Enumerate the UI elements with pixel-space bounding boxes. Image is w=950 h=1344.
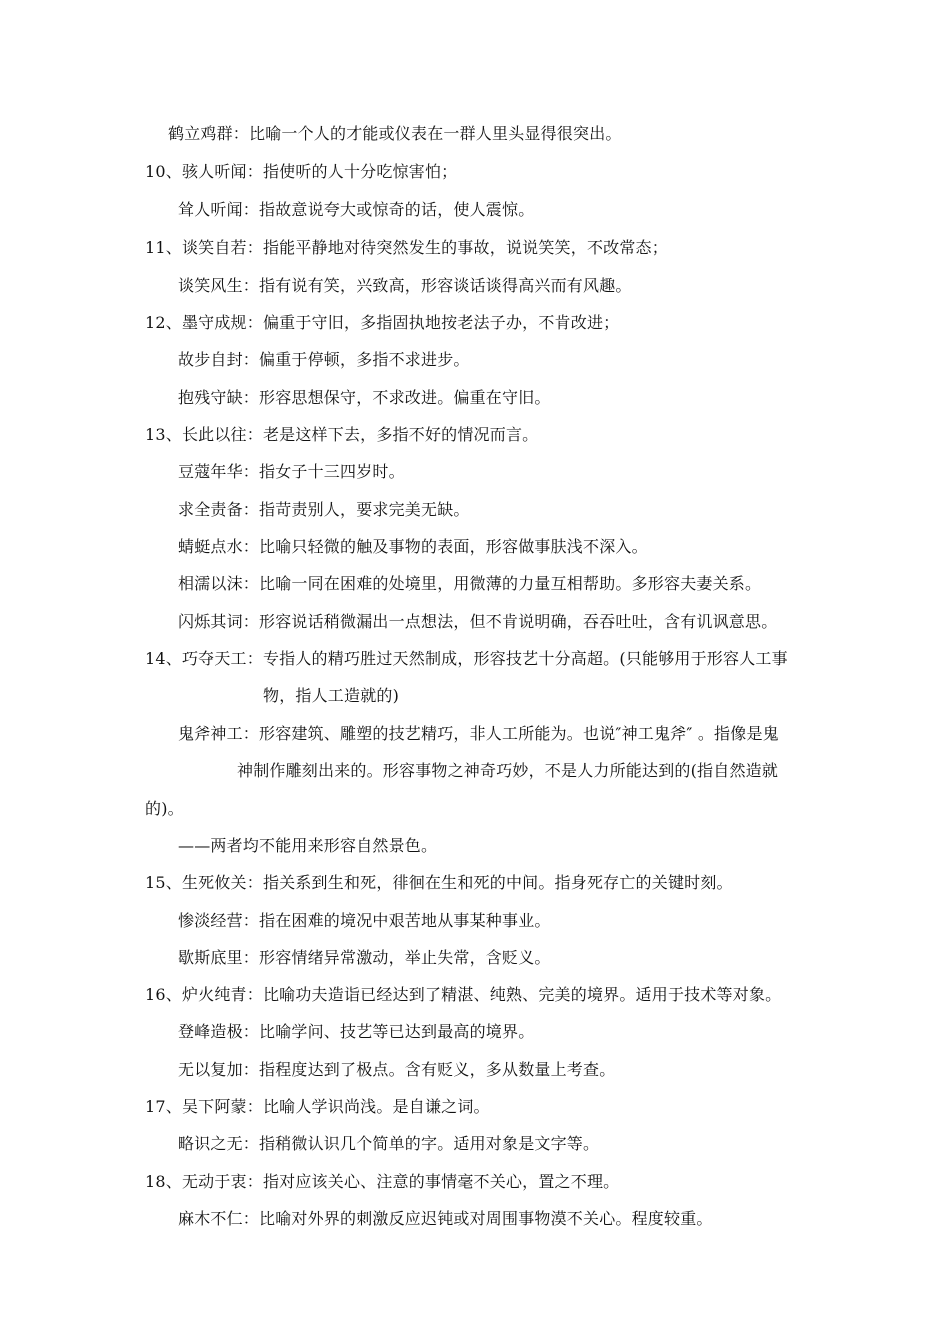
entry-line-continued: 物，指人工造就的): [263, 686, 400, 705]
entry-line: 登峰造极：比喻学问、技艺等已达到最高的境界。: [178, 1022, 535, 1041]
entry-line: 闪烁其词：形容说话稍微漏出一点想法，但不肯说明确，吞吞吐吐，含有讥讽意思。: [178, 612, 778, 631]
entry-line: 11、谈笑自若：指能平静地对待突然发生的事故，说说笑笑，不改常态；: [145, 238, 668, 257]
entry-line: 鬼斧神工：形容建筑、雕塑的技艺精巧，非人工所能为。也说″神工鬼斧″ 。指像是鬼: [178, 724, 779, 743]
entry-line: 14、巧夺天工：专指人的精巧胜过天然制成，形容技艺十分高超。(只能够用于形容人工事: [145, 649, 788, 668]
entry-line-continued: 神制作雕刻出来的。形容事物之神奇巧妙，不是人力所能达到的(指自然造就: [237, 761, 779, 780]
entry-line: 13、长此以往：老是这样下去，多指不好的情况而言。: [145, 425, 539, 444]
entry-line: 蜻蜓点水：比喻只轻微的触及事物的表面，形容做事肤浅不深入。: [178, 537, 648, 556]
entry-line: 鹤立鸡群：比喻一个人的才能或仪表在一群人里头显得很突出。: [168, 124, 622, 143]
entry-line: 抱残守缺：形容思想保守，不求改进。偏重在守旧。: [178, 388, 551, 407]
entry-line: 17、吴下阿蒙：比喻人学识尚浅。是自谦之词。: [145, 1097, 490, 1116]
entry-line: 18、无动于衷：指对应该关心、注意的事情毫不关心，置之不理。: [145, 1172, 620, 1191]
entry-line: 歇斯底里：形容情绪异常激动，举止失常，含贬义。: [178, 948, 551, 967]
entry-line: 无以复加：指程度达到了极点。含有贬义，多从数量上考查。: [178, 1060, 616, 1079]
entry-line: 麻木不仁：比喻对外界的刺激反应迟钝或对周围事物漠不关心。程度较重。: [178, 1209, 713, 1228]
entry-line: 惨淡经营：指在困难的境况中艰苦地从事某种事业。: [178, 911, 551, 930]
entry-line: 10、骇人听闻：指使听的人十分吃惊害怕；: [145, 162, 458, 181]
entry-line: 12、墨守成规：偏重于守旧，多指固执地按老法子办，不肯改进；: [145, 313, 620, 332]
note-line: ——两者均不能用来形容自然景色。: [178, 836, 438, 855]
entry-line: 略识之无：指稍微认识几个简单的字。适用对象是文字等。: [178, 1134, 600, 1153]
entry-line: 相濡以沫：比喻一同在困难的处境里，用微薄的力量互相帮助。多形容夫妻关系。: [178, 574, 762, 593]
entry-line: 谈笑风生：指有说有笑，兴致高，形容谈话谈得高兴而有风趣。: [178, 276, 632, 295]
entry-line: 耸人听闻：指故意说夸大或惊奇的话，使人震惊。: [178, 200, 535, 219]
entry-line: 故步自封：偏重于停顿，多指不求进步。: [178, 350, 470, 369]
entry-line: 15、生死攸关：指关系到生和死，徘徊在生和死的中间。指身死存亡的关键时刻。: [145, 873, 733, 892]
entry-line-continued: 的)。: [145, 799, 184, 818]
entry-line: 豆蔻年华：指女子十三四岁时。: [178, 462, 405, 481]
entry-line: 求全责备：指苛责别人，要求完美无缺。: [178, 500, 470, 519]
entry-line: 16、炉火纯青：比喻功夫造诣已经达到了精湛、纯熟、完美的境界。适用于技术等对象。: [145, 985, 782, 1004]
